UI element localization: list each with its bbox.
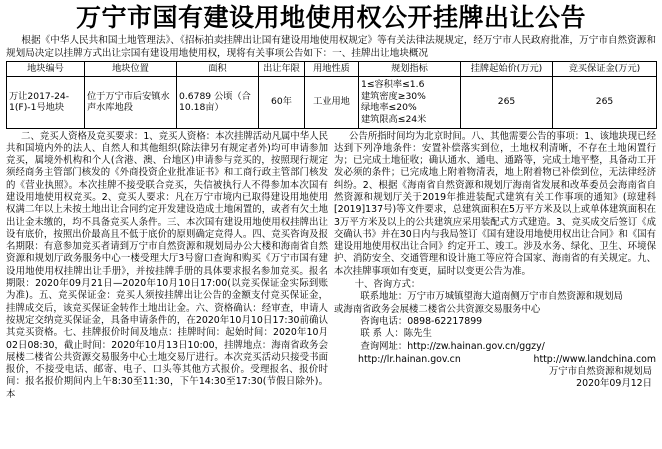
cell-area: 0.6789 公顷（合10.18亩）: [177, 76, 259, 128]
header-use: 用地性质: [305, 62, 359, 77]
right-paragraph: 公告所指时间均为北京时间。八、其他需要公告的事项：1、该地块现已经达到下列净地条件：安置补偿落实到位，土地权利清晰，不存在土地闲置行为；已完成土地征收；确认通水、通电、通路等，完成土地平整，具备动工开发必须的条件；已完成地上附着物清表，地上附着物已补偿到位，无法律经济纠纷。2、根据《海南省自然资源和规划厅海南省发展和改革委员会海南省自然资源和规划厅关于2019年推进装配式建筑有关工作事项的通知》(琼建科[2019]137号)等文件要求，总建筑面积在5万平方米及以上或单体建筑面积在3万平方米及以上的公共建筑应采用装配式方式建造。3、竞买成交后签订《成交确认书》并在30日内与我局签订《国有建设用地使用权出让合同》和《国有建设用地使用权出让合同》约定开工、竣工。涉及水务、绿化、卫生、环境保护、消防安全、交通管理和设计施工等应符合国家、海南省的有关规定。九、本次挂牌事项如有变更，届时以变更公告为准。: [334, 130, 656, 277]
contact-phone: 咨询电话：0898-62217899: [360, 315, 483, 327]
cell-parcel-id: 万让2017-24-1(F)-1号地块: [7, 76, 85, 128]
cell-deposit: 265: [553, 76, 657, 128]
header-start-price: 挂牌起始价(万元): [461, 62, 553, 77]
contact-site-label: 查询网址：: [360, 340, 408, 352]
url-link-lr[interactable]: http://lr.hainan.gov.cn: [358, 353, 461, 365]
contact-person: 联 系 人：陈先生: [360, 328, 432, 340]
left-paragraph: 二、竞买人资格及竞买要求：1、竞买人资格：本次挂牌活动凡属中华人民共和国境内外的法人、自然人和其他组织(除法律另有规定者外)均可申请参加竞买，属境外机构和个人(含港、澳、台地区)申请参与竞买的，按照现行规定须经商务主管部门核发的《外商投资企业批准证书》和工商行政主管部门核发的《营业执照》。本次挂牌不接受联合竞买，失信被执行人不得参加本次国有建设用地使用权竞买。2、竞买人要求：凡在万宁市境内已取得建设用地使用权满二年以上未按土地出让合同约定开发建设造成土地闲置的，或者有欠土地出让金未缴的，均不具备竞买人条件。三、本次国有建设用地使用权挂牌出让设有底价，按照出价最高且不低于底价的原则确定竞得人。四、竞买咨询及报名期限：有意参加竞买者请到万宁市自然资源和规划局办公大楼和海南省自然资源和规划厅政务服务中心一楼受理大厅3号窗口查询和购买《万宁市国有建设用地使用权挂牌出让手册》，并按挂牌手册的具体要求报名参加竞买。报名期限：2020年09月21日—2020年10月10日17:00(以竞买保证金实际到账为准)。五、竞买保证金：竞买人须按挂牌出让公告的金额支付竞买保证金，挂牌成交后，该竞买保证金转作土地出让金。六、资格确认：经审查，申请人按规定交纳竞买保证金，具备申请条件的，在2020年10月10日17:30前确认其竞买资格。七、挂牌报价时间及地点：挂牌时间：起始时间：2020年10月02日08:30，截止时间：2020年10月13日10:00，挂牌地点：海南省政务会展楼二楼省公共资源交易服务中心土地交易厅进行。本次竞买活动只接受书面报价，不接受电话、邮寄、电子、口头等其他方式报价。受理报名、报价时间：报名报价期间内上午8:30至11:30，下午14:30至17:30(节假日除外)。本: [6, 130, 328, 400]
indicator-height: 建筑限高≤24米: [361, 113, 427, 125]
signature-date: 2020年09月12日: [576, 378, 652, 390]
cell-start-price: 265: [461, 76, 553, 128]
indicator-far: 1≤容积率≤1.6: [361, 79, 425, 90]
contact-section: [334, 279, 656, 391]
contact-address-cont: 或海南省政务会展楼二楼省公共资源交易服务中心: [334, 303, 541, 315]
indicator-green: 绿地率≤20%: [361, 102, 417, 113]
land-parcel-table: [6, 61, 657, 129]
table-row: [7, 76, 657, 128]
cell-location: 位于万宁市后安镇水声水库地段: [85, 76, 177, 128]
body-columns: [6, 131, 656, 402]
header-area: 面积: [177, 62, 259, 77]
header-term: 出让年限: [259, 62, 305, 77]
contact-heading: 十、咨询方式：: [354, 279, 421, 291]
url-row: [334, 354, 656, 366]
url-link-landchina[interactable]: http://www.landchina.com: [533, 353, 656, 365]
cell-use: 工业用地: [305, 76, 359, 128]
signature: 万宁市自然资源和规划局: [548, 366, 652, 378]
intro-paragraph: 根据《中华人民共和国土地管理法》、《招标拍卖挂牌出让国有建设用地使用权规定》等有关法律法规规定，经万宁市人民政府批准，万宁市自然资源和规划局决定以挂牌方式出让宗国有建设用地使用权，现将有关事项公告如下：一、挂牌出让地块概况: [6, 35, 656, 59]
header-deposit: 竞买保证金(万元): [553, 62, 657, 77]
contact-site: [334, 341, 656, 353]
header-parcel-id: 地块编号: [7, 62, 85, 77]
right-column: [334, 131, 656, 402]
contact-address: 联系地址：万宁市万城镇望海大道南侧万宁市自然资源和规划局: [360, 291, 623, 303]
cell-indicators: [359, 76, 461, 128]
indicator-density: 建筑密度≥30%: [361, 90, 426, 102]
table-header-row: [7, 62, 657, 77]
page-title: 万宁市国有建设用地使用权公开挂牌出让公告: [75, 3, 586, 32]
header-location: 地块位置: [85, 62, 177, 77]
header-indicators: 规划指标: [359, 62, 461, 77]
contact-site-link[interactable]: http://zw.hainan.gov.cn/ggzy/: [407, 340, 545, 352]
left-column: [6, 131, 328, 402]
cell-term: 60年: [259, 76, 305, 128]
